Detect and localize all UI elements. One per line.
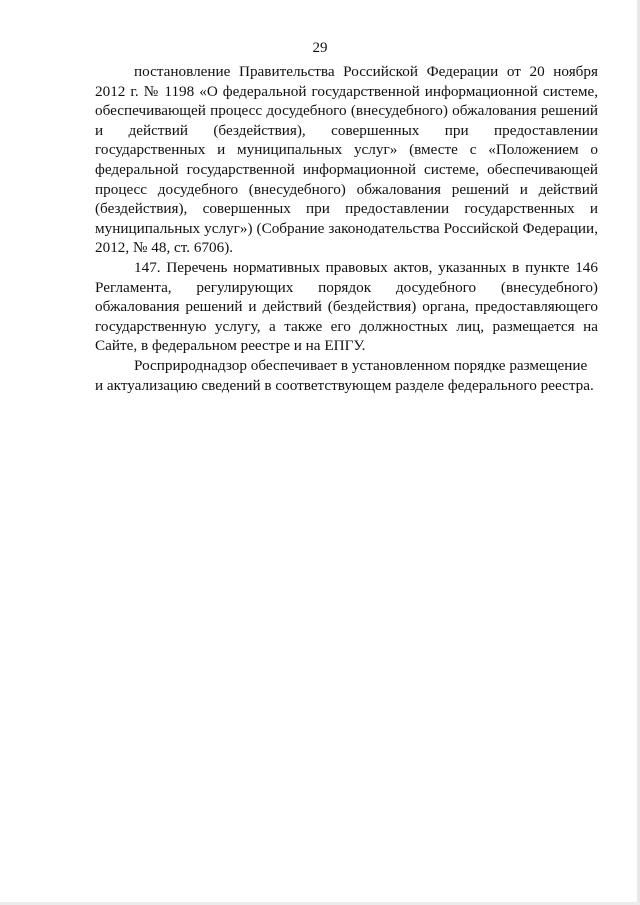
paragraph-147: 147. Перечень нормативных правовых актов, указанных в пункте 146 Регламента, регулирующих порядок досудебного (внесудебного) обжалования решений и действий (бездействия) органа, предоставляющего государственную услугу, а также его должностных лиц, размещается на Сайте, в федеральном реестре и на ЕПГУ. xyxy=(95,258,598,355)
page-number: 29 xyxy=(312,40,328,56)
document-body xyxy=(95,62,598,395)
paragraph-continuation: постановление Правительства Российской Федерации от 20 ноября 2012 г. № 1198 «О федеральной государственной информационной системе, обеспечивающей процесс досудебного (внесудебного) обжалования решений и действий (бездействия), совершенных при предоставлении государственных и муниципальных услуг» (вместе с «Положением о федеральной государственной информационной системе, обеспечивающей процесс досудебного (внесудебного) обжалования решений и действий (бездействия), совершенных при предоставлении государственных и муниципальных услуг») (Собрание законодательства Российской Федерации, 2012, № 48, ст. 6706). xyxy=(95,63,598,257)
paragraph-rosprirodnadzor: Росприроднадзор обеспечивает в установленном порядке размещение и актуализацию сведений в соответствующем разделе федерального реестра. xyxy=(95,356,594,394)
